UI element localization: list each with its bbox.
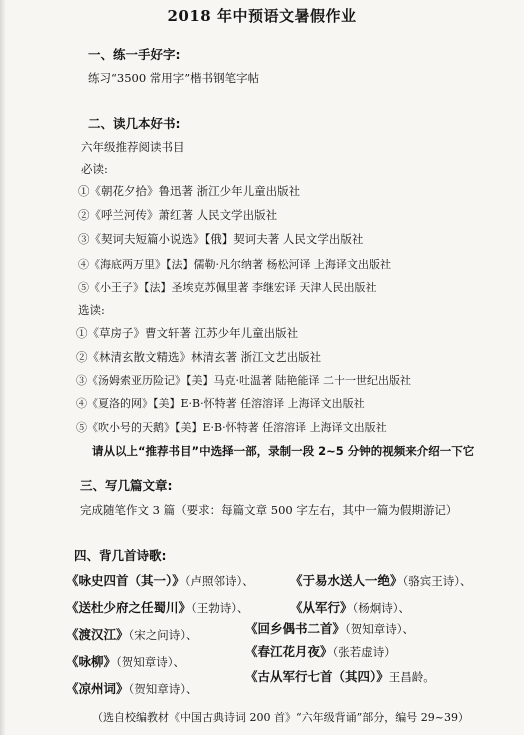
poem-author: （贺知章诗）、	[116, 655, 186, 669]
poem-author: 王昌龄。	[388, 670, 435, 684]
scan-edge	[0, 0, 6, 735]
optional-book: ⑤《吹小号的天鹅》【美】E·B·怀特著 任溶溶译 上海译文出版社	[76, 421, 387, 434]
section-1-heading: 一、练一手好字:	[88, 47, 181, 62]
poem-item	[290, 602, 410, 615]
required-book: ⑤《小王子》【法】圣埃克苏佩里著 李继宏译 天津人民出版社	[78, 281, 377, 294]
poem-title: 《从军行》	[290, 600, 353, 615]
poem-title: 《渡汉江》	[66, 627, 129, 642]
required-label: 必读:	[81, 162, 108, 176]
page-title: 2018 年中预语文暑假作业	[167, 7, 357, 25]
poem-title: 《送杜少府之任蜀川》	[66, 600, 192, 615]
poem-item	[66, 656, 185, 669]
optional-label: 选读:	[78, 303, 105, 317]
video-assignment-note: 请从以上“推荐书目”中选择一部，录制一段 2~5 分钟的视频来介绍一下它	[92, 444, 475, 458]
section-1-text: 练习“3500 常用字”楷书钢笔字帖	[88, 71, 260, 85]
poem-title: 《古从军行七首（其四）》	[245, 669, 389, 684]
poem-title: 《于易水送人一绝》	[290, 573, 403, 588]
poem-author: （卢照邻诗）、	[184, 574, 254, 588]
poem-author: （骆宾王诗）、	[402, 574, 472, 588]
poem-item	[66, 629, 198, 642]
optional-book: ④《夏洛的网》【美】E·B·怀特著 任溶溶译 上海译文出版社	[76, 397, 365, 410]
poem-author: （王勃诗）、	[191, 601, 249, 615]
poem-item	[66, 575, 254, 588]
poem-title: 《咏柳》	[66, 654, 117, 669]
poem-author: （宋之问诗）、	[128, 628, 198, 642]
poem-source-note: （选自校编教材《中国古典诗词 200 首》“六年级背诵”部分，编号 29~39）	[92, 711, 469, 724]
reading-list-subheading: 六年级推荐阅读书目	[81, 140, 185, 154]
poem-title: 《春江花月夜》	[245, 644, 333, 659]
optional-book: ①《草房子》曹文轩著 江苏少年儿童出版社	[76, 326, 299, 340]
required-book: ④《海底两万里》【法】儒勒·凡尔纳著 杨松河译 上海译文出版社	[78, 258, 391, 271]
poem-title: 《咏史四首（其一）》	[66, 573, 185, 588]
section-4-heading: 四、背几首诗歌:	[74, 548, 167, 563]
section-2-heading: 二、读几本好书:	[88, 116, 181, 131]
section-3-heading: 三、写几篇文章:	[80, 478, 173, 493]
poem-item	[66, 683, 198, 696]
optional-book: ②《林清玄散文精选》林清玄著 浙江文艺出版社	[76, 350, 322, 364]
optional-book: ③《汤姆索亚历险记》【美】马克·吐温著 陆艳能译 二十一世纪出版社	[76, 374, 411, 387]
required-book: ③《契诃夫短篇小说选》【俄】契诃夫著 人民文学出版社	[78, 232, 364, 246]
poem-item	[245, 646, 396, 659]
poem-item	[245, 623, 414, 636]
poem-author: （杨炯诗）、	[352, 601, 411, 615]
poem-author: （贺知章诗）、	[128, 682, 198, 696]
poem-item	[290, 575, 472, 588]
poem-item	[245, 671, 435, 684]
poem-title: 《回乡偶书二首》	[245, 621, 346, 636]
poem-author: （贺知章诗）、	[345, 622, 415, 636]
poem-item	[66, 602, 249, 615]
required-book: ①《朝花夕拾》鲁迅著 浙江少年儿童出版社	[78, 184, 301, 198]
section-3-text: 完成随笔作文 3 篇（要求：每篇文章 500 字左右，其中一篇为假期游记）	[80, 503, 458, 517]
poem-author: （张若虚诗）	[332, 645, 396, 659]
poem-title: 《凉州词》	[66, 681, 129, 696]
required-book: ②《呼兰河传》萧红著 人民文学出版社	[78, 208, 278, 222]
